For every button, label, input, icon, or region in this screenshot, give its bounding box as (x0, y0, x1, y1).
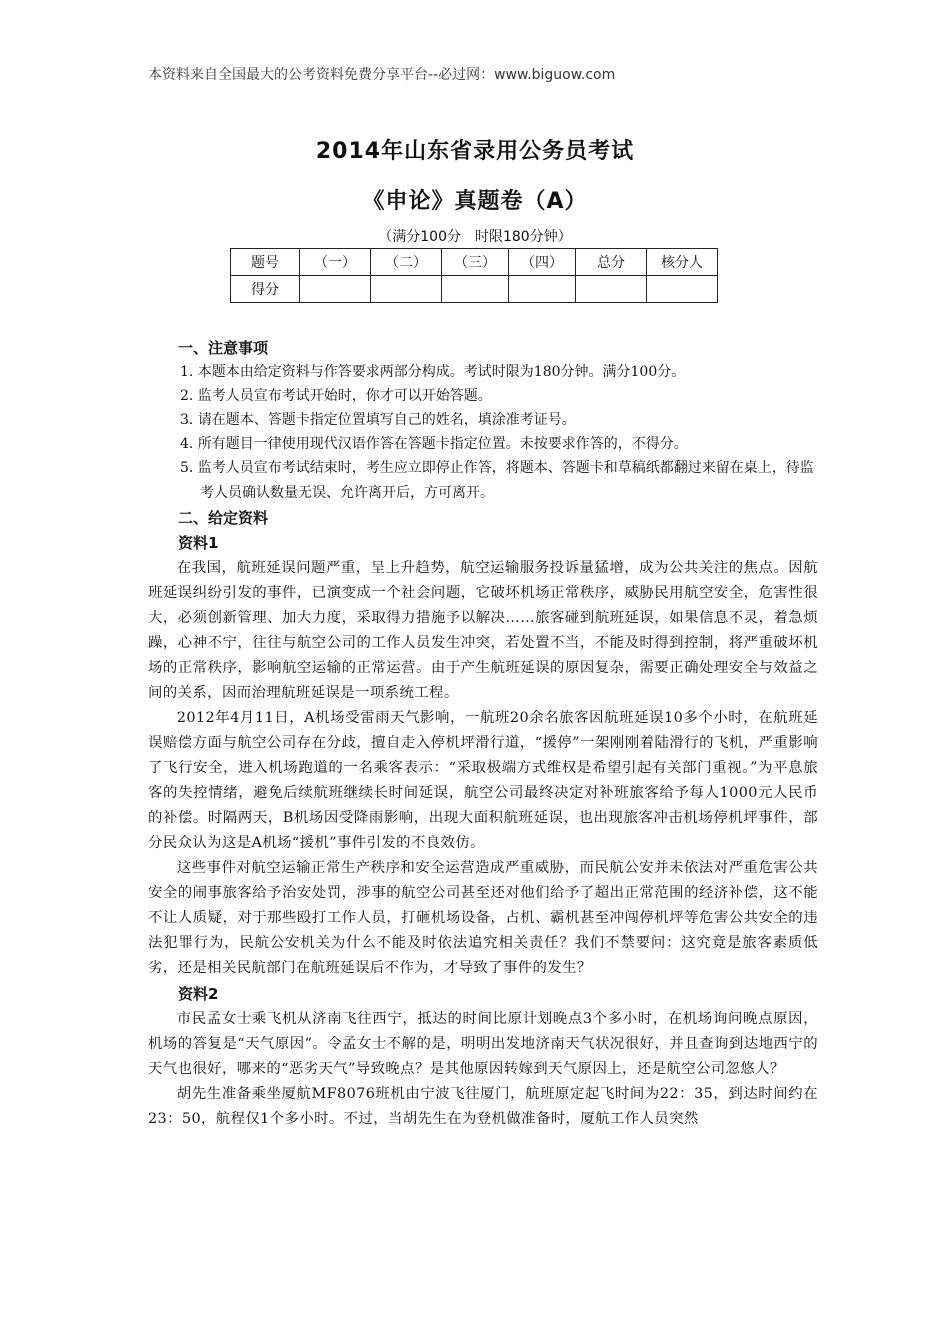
score-cell (509, 276, 576, 303)
section-heading-notes: 一、注意事项 (178, 339, 269, 357)
score-cell (647, 276, 718, 303)
section-heading-materials: 二、给定资料 (178, 509, 269, 527)
note-item: 4. 所有题目一律使用现代汉语作答在答题卡指定位置。未按要求作答的，不得分。 (180, 436, 688, 452)
score-table (230, 248, 718, 303)
score-cell (442, 276, 509, 303)
material-paragraph: 在我国，航班延误问题严重，呈上升趋势，航空运输服务投诉量猛增，成为公共关注的焦点。因航班延误纠纷引发的事件，已演变成一个社会问题，它破坏机场正常秩序，威胁民用航空安全，危害性很大，必须创新管理、加大力度，采取得力措施予以解决……旅客碰到航班延误，如果信息不灵，着急烦躁，心神不宁，往往与航空公司的工作人员发生冲突，若处置不当，不能及时得到控制，将严重破坏机场的正常秩序，影响航空运输的正常运营。由于产生航班延误的原因复杂，需要正确处理安全与效益之间的关系，因而治理航班延误是一项系统工程。 (148, 560, 818, 701)
material-body (148, 1007, 818, 1132)
material-paragraph: 这些事件对航空运输正常生产秩序和安全运营造成严重威胁，而民航公安并未依法对严重危害公共安全的闹事旅客给予治安处罚，涉事的航空公司甚至还对他们给予了超出正常范围的经济补偿，这不能不让人质疑，对于那些殴打工作人员，打砸机场设备，占机、霸机甚至冲闯停机坪等危害公共安全的违法犯罪行为，民航公安机关为什么不能及时依法追究相关责任？我们不禁要问：这究竟是旅客素质低劣，还是相关民航部门在航班延误后不作为，才导致了事件的发生？ (148, 860, 818, 976)
material-paragraph: 市民孟女士乘飞机从济南飞往西宁，抵达的时间比原计划晚点3个多小时，在机场询问晚点原因，机场的答复是“天气原因”。令孟女士不解的是，明明出发地济南天气状况很好，并且查询到达地西宁的天气也很好，哪来的“恶劣天气”导致晚点？是其他原因转嫁到天气原因上，还是航空公司忽悠人？ (148, 1011, 818, 1077)
score-header-cell: 题号 (231, 249, 300, 276)
document-subtitle: 《申论》真题卷（A） (362, 189, 588, 214)
score-row-label: 得分 (231, 276, 300, 303)
material-paragraph: 胡先生准备乘坐厦航MF8076班机由宁波飞往厦门，航班原定起飞时间为22：35，到达时间约在23：50，航程仅1个多小时。不过，当胡先生在为登机做准备时，厦航工作人员突然 (148, 1086, 818, 1127)
note-item: 5. 监考人员宣布考试结束时，考生应立即停止作答，将题本、答题卡和草稿纸都翻过来留在桌上，待监考人员确认数量无误、允许离开后，方可离开。 (180, 460, 814, 501)
material-paragraph: 2012年4月11日，A机场受雷雨天气影响，一航班20余名旅客因航班延误10多个小时，在航班延误赔偿方面与航空公司存在分歧，擅自走入停机坪滑行道，“援停”一架刚刚着陆滑行的飞机，严重影响了飞行安全，进入机场跑道的一名乘客表示：“采取极端方式维权是希望引起有关部门重视。”为平息旅客的失控情绪，避免后续航班继续长时间延误，航空公司最终决定对补班旅客给予每人1000元人民币的补偿。时隔两天，B机场因受降雨影响，出现大面积航班延误，也出现旅客冲击机场停机坪事件，部分民众认为这是A机场“援机”事件引发的不良效仿。 (148, 710, 818, 851)
exam-content (148, 336, 818, 1132)
score-cell (300, 276, 371, 303)
document-title: 2014年山东省录用公务员考试 (315, 139, 635, 164)
score-table-row (231, 276, 718, 303)
note-item: 3. 请在题本、答题卡指定位置填写自己的姓名，填涂准考证号。 (180, 412, 576, 428)
source-header: 本资料来自全国最大的公考资料免费分享平台--必过网：www.biguow.com (148, 67, 616, 83)
material-heading: 资料1 (178, 534, 219, 552)
score-header-cell: （一） (300, 249, 371, 276)
note-item: 2. 监考人员宣布考试开始时，你才可以开始答题。 (180, 388, 492, 404)
score-header-cell: （四） (509, 249, 576, 276)
material-body (148, 556, 818, 981)
score-header-cell: （三） (442, 249, 509, 276)
score-cell (576, 276, 647, 303)
note-item: 1. 本题本由给定资料与作答要求两部分构成。考试时限为180分钟。满分100分。 (180, 364, 686, 380)
score-header-cell: （二） (371, 249, 442, 276)
material-heading: 资料2 (178, 985, 219, 1003)
score-cell (371, 276, 442, 303)
score-header-cell: 总分 (576, 249, 647, 276)
score-header-cell: 核分人 (647, 249, 718, 276)
exam-info: （满分100分 时限180分钟） (378, 229, 572, 245)
score-table-header-row (231, 249, 718, 276)
